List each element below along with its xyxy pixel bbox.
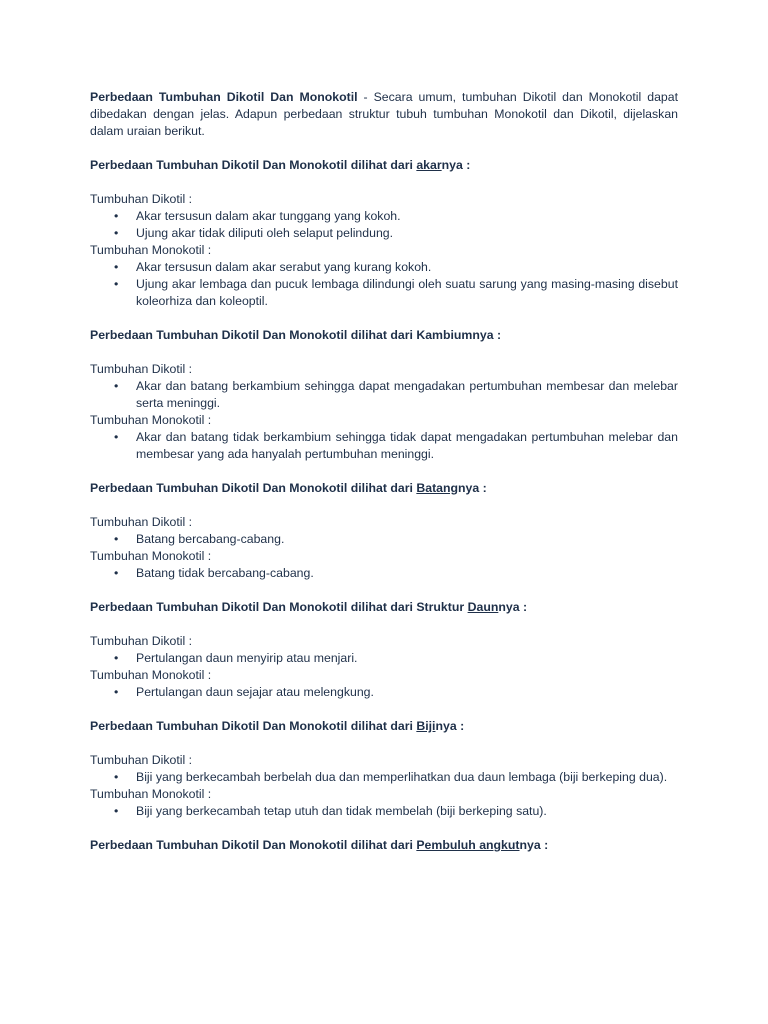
bullet-icon: •: [114, 685, 119, 699]
bullet-icon: •: [114, 430, 119, 444]
list-item: • Pertulangan daun menyirip atau menjari.: [114, 651, 358, 665]
bullet-icon: •: [114, 260, 119, 274]
monokotil-label: Tumbuhan Monokotil :: [90, 549, 212, 563]
heading-link[interactable]: akar: [416, 158, 442, 172]
list-item: • Ujung akar tidak diliputi oleh selaput pelindung.: [114, 226, 394, 240]
monokotil-label: Tumbuhan Monokotil :: [90, 413, 212, 427]
bullet-icon: •: [114, 566, 119, 580]
list-item: • Biji yang berkecambah tetap utuh dan tidak membelah (biji berkeping satu).: [114, 804, 547, 818]
monokotil-list: [90, 429, 678, 463]
section-kambium: [90, 327, 678, 463]
dikotil-list: [90, 769, 678, 786]
bullet-icon: •: [114, 379, 119, 393]
monokotil-list: [90, 259, 678, 310]
dikotil-list: [90, 208, 678, 242]
section-akar: [90, 157, 678, 310]
list-item: • Akar dan batang tidak berkambium sehingga tidak dapat mengadakan pertumbuhan melebar dan membesar yang ada hanyalah pertumbuhan meninggi.: [114, 430, 678, 461]
section-heading: Perbedaan Tumbuhan Dikotil Dan Monokotil dilihat dari akarnya :: [90, 158, 471, 172]
section-biji: [90, 718, 678, 820]
monokotil-label: Tumbuhan Monokotil :: [90, 668, 212, 682]
intro-lead: Perbedaan Tumbuhan Dikotil Dan Monokotil: [90, 90, 358, 104]
dikotil-label: Tumbuhan Dikotil :: [90, 515, 193, 529]
list-item: • Pertulangan daun sejajar atau melengkung.: [114, 685, 374, 699]
bullet-icon: •: [114, 651, 119, 665]
heading-link[interactable]: Daun: [467, 600, 499, 614]
section-heading: Perbedaan Tumbuhan Dikotil Dan Monokotil dilihat dari Struktur Daunnya :: [90, 600, 528, 614]
section-daun: [90, 599, 678, 701]
list-item: • Batang bercabang-cabang.: [114, 532, 285, 546]
bullet-icon: •: [114, 532, 119, 546]
list-item: • Akar tersusun dalam akar tunggang yang kokoh.: [114, 209, 401, 223]
section-batang: [90, 480, 678, 582]
section-heading: Perbedaan Tumbuhan Dikotil Dan Monokotil dilihat dari Bijinya :: [90, 719, 465, 733]
list-item: • Biji yang berkecambah berbelah dua dan memperlihatkan dua daun lembaga (biji berkeping dua).: [114, 770, 668, 784]
bullet-icon: •: [114, 226, 119, 240]
document-page: [90, 89, 678, 871]
dikotil-list: [90, 531, 678, 548]
monokotil-list: [90, 565, 678, 582]
monokotil-list: [90, 684, 678, 701]
bullet-icon: •: [114, 770, 119, 784]
intro-text: - Secara umum, tumbuhan Dikotil dan Monokotil dapat dibedakan dengan jelas. Adapun perbedaan struktur tubuh tumbuhan Monokotil dan Dikotil, dijelaskan dalam uraian berikut.: [90, 90, 679, 138]
dikotil-list: [90, 650, 678, 667]
list-item: • Ujung akar lembaga dan pucuk lembaga dilindungi oleh suatu sarung yang masing-masing disebut koleorhiza dan koleoptil.: [114, 277, 678, 308]
list-item: • Akar tersusun dalam akar serabut yang kurang kokoh.: [114, 260, 432, 274]
bullet-icon: •: [114, 804, 119, 818]
list-item: • Batang tidak bercabang-cabang.: [114, 566, 314, 580]
dikotil-list: [90, 378, 678, 412]
heading-link[interactable]: Batang: [416, 481, 459, 495]
section-heading-pembuluh: Perbedaan Tumbuhan Dikotil Dan Monokotil dilihat dari Pembuluh angkutnya :: [90, 838, 549, 852]
section-heading: Perbedaan Tumbuhan Dikotil Dan Monokotil dilihat dari Kambiumnya :: [90, 328, 502, 342]
dikotil-label: Tumbuhan Dikotil :: [90, 362, 193, 376]
monokotil-list: [90, 803, 678, 820]
bullet-icon: •: [114, 209, 119, 223]
bullet-icon: •: [114, 277, 119, 291]
dikotil-label: Tumbuhan Dikotil :: [90, 634, 193, 648]
list-item: • Akar dan batang berkambium sehingga dapat mengadakan pertumbuhan membesar dan melebar serta meninggi.: [114, 379, 678, 410]
intro-paragraph: [90, 89, 678, 140]
section-heading: Perbedaan Tumbuhan Dikotil Dan Monokotil dilihat dari Batangnya :: [90, 481, 487, 495]
monokotil-label: Tumbuhan Monokotil :: [90, 787, 212, 801]
heading-link[interactable]: Biji: [416, 719, 436, 733]
dikotil-label: Tumbuhan Dikotil :: [90, 192, 193, 206]
dikotil-label: Tumbuhan Dikotil :: [90, 753, 193, 767]
monokotil-label: Tumbuhan Monokotil :: [90, 243, 212, 257]
heading-link[interactable]: Pembuluh angkut: [416, 838, 520, 852]
